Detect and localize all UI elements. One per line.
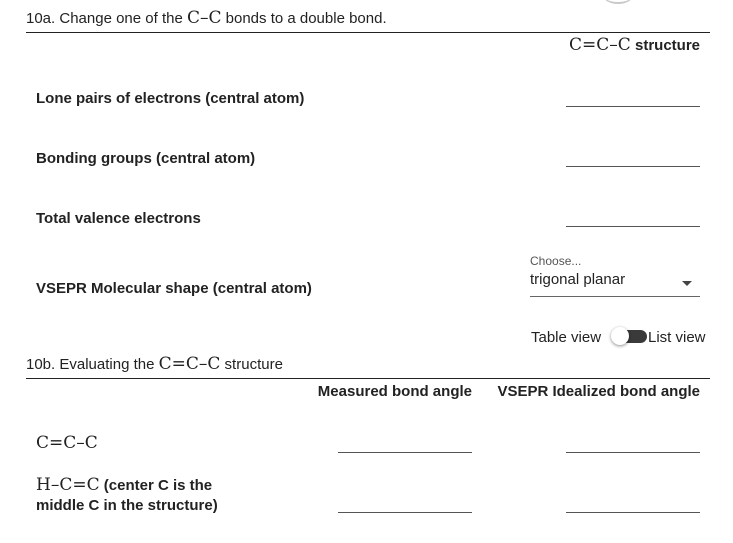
section-a-title-math: C–C: [186, 8, 222, 28]
section-a-title: [26, 8, 387, 28]
caret-down-icon: [682, 281, 692, 286]
angle-row-hcc-math: H–C=C: [36, 475, 100, 495]
table-view-label[interactable]: Table view: [531, 329, 602, 346]
valence-electrons-answer-field[interactable]: [566, 226, 700, 227]
angle-row-ccc: [36, 433, 98, 453]
bonding-groups-label: Bonding groups (central atom): [36, 150, 256, 167]
section-b-title: [26, 354, 283, 374]
bonding-groups-answer-field[interactable]: [566, 166, 700, 167]
section-b-title-suffix: structure: [220, 356, 283, 373]
toggle-knob: [611, 327, 629, 345]
lone-pairs-label: Lone pairs of electrons (central atom): [36, 90, 305, 107]
valence-electrons-label: Total valence electrons: [36, 210, 201, 227]
structure-header-suffix: structure: [630, 37, 700, 54]
angle-row-hcc-text-1: (center C is the: [99, 477, 213, 494]
hcc-measured-answer-field[interactable]: [338, 512, 472, 513]
structure-column-header: [569, 35, 700, 55]
ccc-idealized-answer-field[interactable]: [566, 452, 700, 453]
section-b-title-math: C=C–C: [158, 354, 221, 374]
angle-row-hcc-text-2: middle C in the structure): [36, 497, 218, 514]
measured-angle-column-header: Measured bond angle: [317, 383, 472, 400]
molecular-shape-label: VSEPR Molecular shape (central atom): [36, 280, 312, 297]
section-b-title-prefix: 10b. Evaluating the: [26, 356, 159, 373]
hcc-idealized-answer-field[interactable]: [566, 512, 700, 513]
angle-row-ccc-math: C=C–C: [36, 433, 98, 453]
section-a-title-prefix: 10a. Change one of the: [26, 10, 187, 27]
molecular-shape-selected-value: trigonal planar: [530, 271, 626, 288]
molecular-shape-select[interactable]: [530, 268, 700, 297]
angle-row-hcc: [36, 475, 218, 516]
structure-header-math: C=C–C: [569, 35, 631, 55]
ccc-measured-answer-field[interactable]: [338, 452, 472, 453]
lone-pairs-answer-field[interactable]: [566, 106, 700, 107]
section-b-divider: [26, 378, 710, 379]
scroll-indicator-icon: [603, 0, 633, 4]
idealized-angle-column-header: VSEPR Idealized bond angle: [497, 383, 700, 400]
section-a-title-suffix: bonds to a double bond.: [221, 10, 387, 27]
list-view-label[interactable]: List view: [648, 329, 706, 346]
section-a-divider: [26, 32, 710, 33]
shape-choose-label: Choose...: [530, 254, 582, 268]
view-toggle-switch[interactable]: [611, 327, 645, 345]
